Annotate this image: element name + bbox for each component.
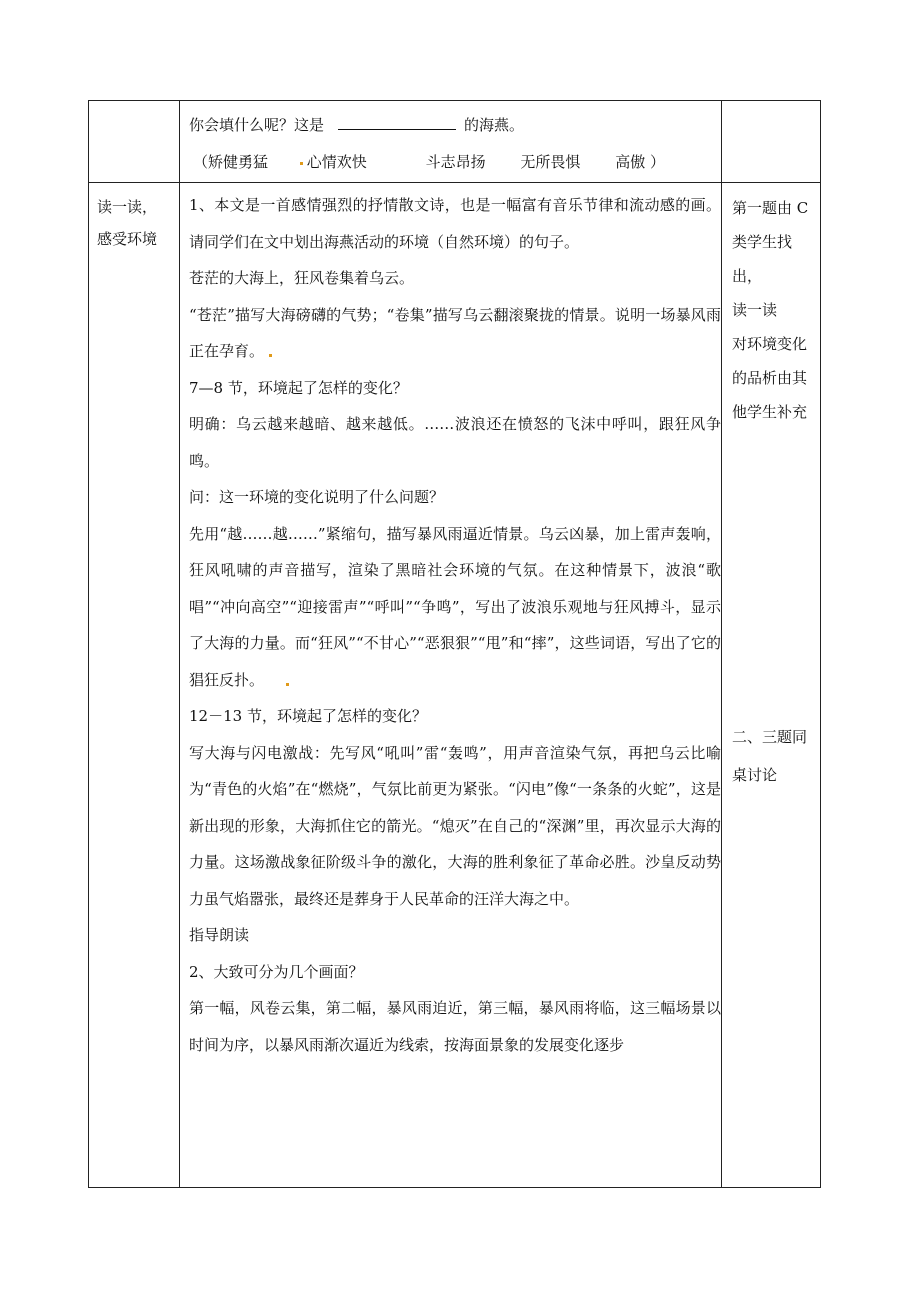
- column-divider: [721, 101, 722, 1187]
- option: 心情欢快: [306, 153, 367, 171]
- highlight-mark: [286, 683, 289, 686]
- note-line: 的品析由其: [732, 369, 808, 387]
- option: 高傲 ）: [615, 153, 665, 171]
- section-label-line: 读一读，: [97, 198, 158, 216]
- teacher-notes: [732, 191, 820, 429]
- section-label-line: 感受环境: [97, 230, 158, 248]
- fill-in-prompt: [189, 115, 524, 135]
- paragraph: 指导朗读: [189, 926, 250, 944]
- paragraph: 先用“越……越……”紧缩句，描写暴风雨逼近情景。乌云凶暴，加上雷声轰响，狂风吼啸的声音描写，渲染了黑暗社会环境的气氛。在这种情景下，波浪“歌唱”“冲向高空”“迎接雷声”“呼叫”“争鸣”，写出了波浪乐观地与狂风搏斗，显示了大海的力量。而“狂风”“不甘心”“恶狠狠”“甩”和“摔”，这些词语，写出了它的猖狂反扑。: [189, 524, 721, 689]
- row-divider: [89, 182, 820, 183]
- highlight-mark: [300, 162, 303, 165]
- paragraph: 2、大致可分为几个画面？: [189, 962, 364, 981]
- blank-line: [338, 115, 456, 130]
- note-line: 桌讨论: [732, 766, 778, 784]
- option: （矫健勇猛: [193, 153, 269, 171]
- paragraph: 7—8 节，环境起了怎样的变化？: [189, 378, 408, 397]
- main-content: [189, 187, 721, 1063]
- paragraph: 第一幅，风卷云集，第二幅，暴风雨迫近，第三幅，暴风雨将临，这三幅场景以时间为序，以暴风雨渐次逼近为线索，按海面景象的发展变化逐步: [189, 999, 721, 1054]
- option: 斗志昂扬: [425, 153, 486, 171]
- paragraph: 写大海与闪电激战：先写风“吼叫”雷“轰鸣”，用声音渲染气氛，再把乌云比喻为“青色的火焰”在“燃烧”，气氛比前更为紧张。“闪电”像“一条条的火蛇”，这是新出现的形象，大海抓住它的箭光。“熄灭”在自己的“深渊”里，再次显示大海的力量。这场激战象征阶级斗争的激化，大海的胜利象征了革命必胜。沙皇反动势力虽气焰嚣张，最终还是葬身于人民革命的汪洋大海之中。: [189, 743, 721, 908]
- note-line: 读一读: [732, 301, 778, 319]
- column-divider: [179, 101, 180, 1187]
- prompt-before: 你会填什么呢？这是: [189, 116, 325, 134]
- paragraph: 明确：乌云越来越暗、越来越低。……波浪还在愤怒的飞沫中呼叫，跟狂风争鸣。: [189, 415, 721, 470]
- options-line: [193, 152, 665, 172]
- lesson-table: [88, 100, 821, 1188]
- paragraph: 问：这一环境的变化说明了什么问题？: [189, 488, 445, 506]
- paragraph: 苍茫的大海上，狂风卷集着乌云。: [189, 269, 415, 287]
- note-line: 类学生找出，: [732, 233, 793, 285]
- teacher-notes-2: [732, 718, 807, 794]
- note-line: 二、三题同: [732, 728, 808, 746]
- note-line: 第一题由 C: [732, 199, 809, 217]
- option: 无所畏惧: [520, 153, 581, 171]
- highlight-mark: [269, 354, 272, 357]
- paragraph: 12－13 节，环境起了怎样的变化？: [189, 707, 427, 725]
- paragraph: “苍茫”描写大海磅礴的气势；“卷集”描写乌云翻滚聚拢的情景。说明一场暴风雨正在孕育。: [189, 305, 721, 360]
- prompt-after: 的海燕。: [464, 116, 525, 134]
- paragraph: 1、本文是一首感情强烈的抒情散文诗，也是一幅富有音乐节律和流动感的画。请同学们在文中划出海燕活动的环境（自然环境）的句子。: [189, 196, 721, 251]
- note-line: 他学生补充: [732, 403, 808, 421]
- note-line: 对环境变化: [732, 335, 808, 353]
- section-label: [97, 191, 157, 255]
